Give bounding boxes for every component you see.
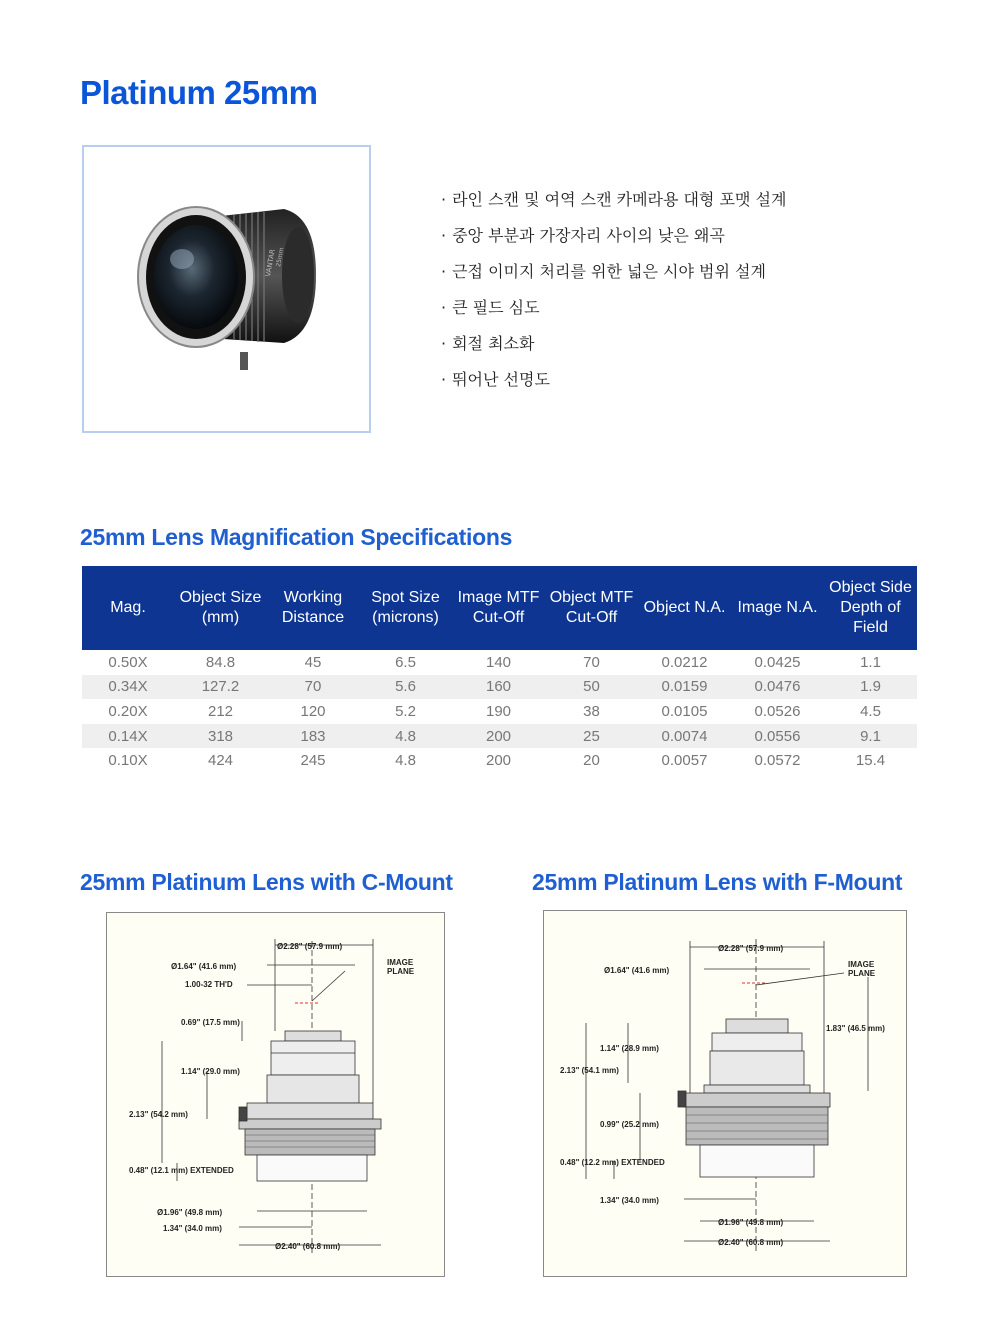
lens-image [84,147,369,431]
dim-label: 1.34" (34.0 mm) [163,1224,222,1233]
table-cell: 0.20X [108,702,148,720]
table-cell: 4.5 [860,702,881,720]
feature-item: · 뛰어난 선명도 [441,366,786,402]
column-header: Object Size (mm) [174,566,267,650]
column-header: Object Side Depth of Field [824,566,917,650]
table-cell: 0.0476 [731,675,824,700]
feature-item: · 라인 스캔 및 여역 스캔 카메라용 대형 포맷 설계 [441,186,786,222]
table-cell: 424 [207,752,234,770]
feature-item: · 큰 필드 심도 [441,294,786,330]
table-cell: 50 [545,675,638,700]
table-cell: 0.0556 [731,724,824,749]
column-header: Object MTF Cut-Off [545,566,638,650]
table-cell: 0.0105 [661,702,708,720]
table-cell: 0.50X [108,653,148,671]
table-cell: 190 [485,702,512,720]
table-header-row [82,566,917,650]
table-row [82,724,917,749]
table-body [82,650,917,773]
dim-label: Ø2.40" (60.8 mm) [275,1242,341,1251]
table-cell: 84.8 [205,653,236,671]
image-plane-label: IMAGE [848,960,875,969]
table-cell: 38 [583,702,600,720]
column-header: Working Distance [267,566,359,650]
spec-table-title: 25mm Lens Magnification Specifications [80,524,513,550]
feature-item: · 근접 이미지 처리를 위한 넓은 시야 범위 설계 [441,258,786,294]
c-mount-drawing [106,912,445,1277]
table-row [82,748,917,773]
table-cell: 0.14X [82,724,174,749]
column-header: Image MTF Cut-Off [452,566,545,650]
table-cell: 0.0526 [754,702,801,720]
table-cell: 318 [174,724,267,749]
table-cell: 0.34X [82,675,174,700]
image-plane-label: PLANE [387,967,415,976]
dim-label: Ø1.96" (49.8 mm) [718,1218,784,1227]
spec-table [82,566,917,773]
table-cell: 45 [304,653,322,671]
table-cell: 15.4 [855,752,886,770]
table-cell: 0.0425 [754,653,801,671]
dim-label: 0.99" (25.2 mm) [600,1120,659,1129]
dim-label: 1.34" (34.0 mm) [600,1196,659,1205]
dim-label: 1.14" (28.9 mm) [600,1044,659,1053]
table-cell: 20 [583,752,600,770]
dim-label: Ø1.64" (41.6 mm) [604,966,670,975]
dim-label: Ø2.28" (57.9 mm) [277,942,343,951]
table-cell: 5.2 [395,702,416,720]
dim-label: 2.13" (54.2 mm) [129,1110,188,1119]
dim-label: Ø2.40" (60.8 mm) [718,1238,784,1247]
c-mount-title: 25mm Platinum Lens with C-Mount [80,869,453,895]
dim-label: 1.83" (46.5 mm) [826,1024,885,1033]
dim-label: Ø2.28" (57.9 mm) [718,944,784,953]
feature-item: · 중앙 부분과 가장자리 사이의 낮은 왜곡 [441,222,786,258]
feature-item: · 회절 최소화 [441,330,786,366]
f-mount-drawing [543,910,907,1277]
table-cell: 200 [485,752,512,770]
table-cell: 0.0212 [661,653,708,671]
table-cell: 200 [452,724,545,749]
table-cell: 0.0074 [638,724,731,749]
feature-list [441,186,786,402]
table-cell: 70 [267,675,359,700]
dim-label: 2.13" (54.1 mm) [560,1066,619,1075]
table-cell: 1.1 [860,653,881,671]
dim-label: Ø1.64" (41.6 mm) [171,962,237,971]
table-cell: 0.0159 [638,675,731,700]
table-row [82,650,917,675]
table-cell: 140 [485,653,512,671]
table-cell: 0.0572 [754,752,801,770]
dim-label: 0.48" (12.2 mm) EXTENDED [560,1158,665,1167]
lens-engraving: VANTAR [264,248,277,278]
table-cell: 120 [300,702,326,720]
table-cell: 25 [545,724,638,749]
table-cell: 4.8 [395,752,416,770]
table-row [82,675,917,700]
table-cell: 212 [207,702,234,720]
table-cell: 0.10X [108,752,148,770]
page-title: Platinum 25mm [80,74,318,111]
table-cell: 4.8 [359,724,452,749]
table-cell: 6.5 [395,653,416,671]
f-mount-title: 25mm Platinum Lens with F-Mount [532,869,903,895]
table-cell: 0.0057 [661,752,708,770]
column-header: Mag. [82,566,174,650]
column-header: Spot Size (microns) [359,566,452,650]
table-cell: 127.2 [174,675,267,700]
table-cell: 5.6 [359,675,452,700]
lens-photo [82,145,371,433]
dim-label: 0.69" (17.5 mm) [181,1018,240,1027]
table-cell: 245 [300,752,326,770]
dim-label: 1.00-32 TH'D [185,980,233,989]
table-cell: 1.9 [824,675,917,700]
table-cell: 160 [452,675,545,700]
table-row [82,699,917,724]
dim-label: Ø1.96" (49.8 mm) [157,1208,223,1217]
dim-label: 0.48" (12.1 mm) EXTENDED [129,1166,234,1175]
table-cell: 70 [583,653,600,671]
column-header: Image N.A. [731,566,824,650]
column-header: Object N.A. [638,566,731,650]
image-plane-label: IMAGE [387,958,414,967]
image-plane-label: PLANE [848,969,876,978]
dim-label: 1.14" (29.0 mm) [181,1067,240,1076]
lens-focal-engraving: 25mm [275,247,286,268]
table-cell: 183 [267,724,359,749]
table-cell: 9.1 [824,724,917,749]
